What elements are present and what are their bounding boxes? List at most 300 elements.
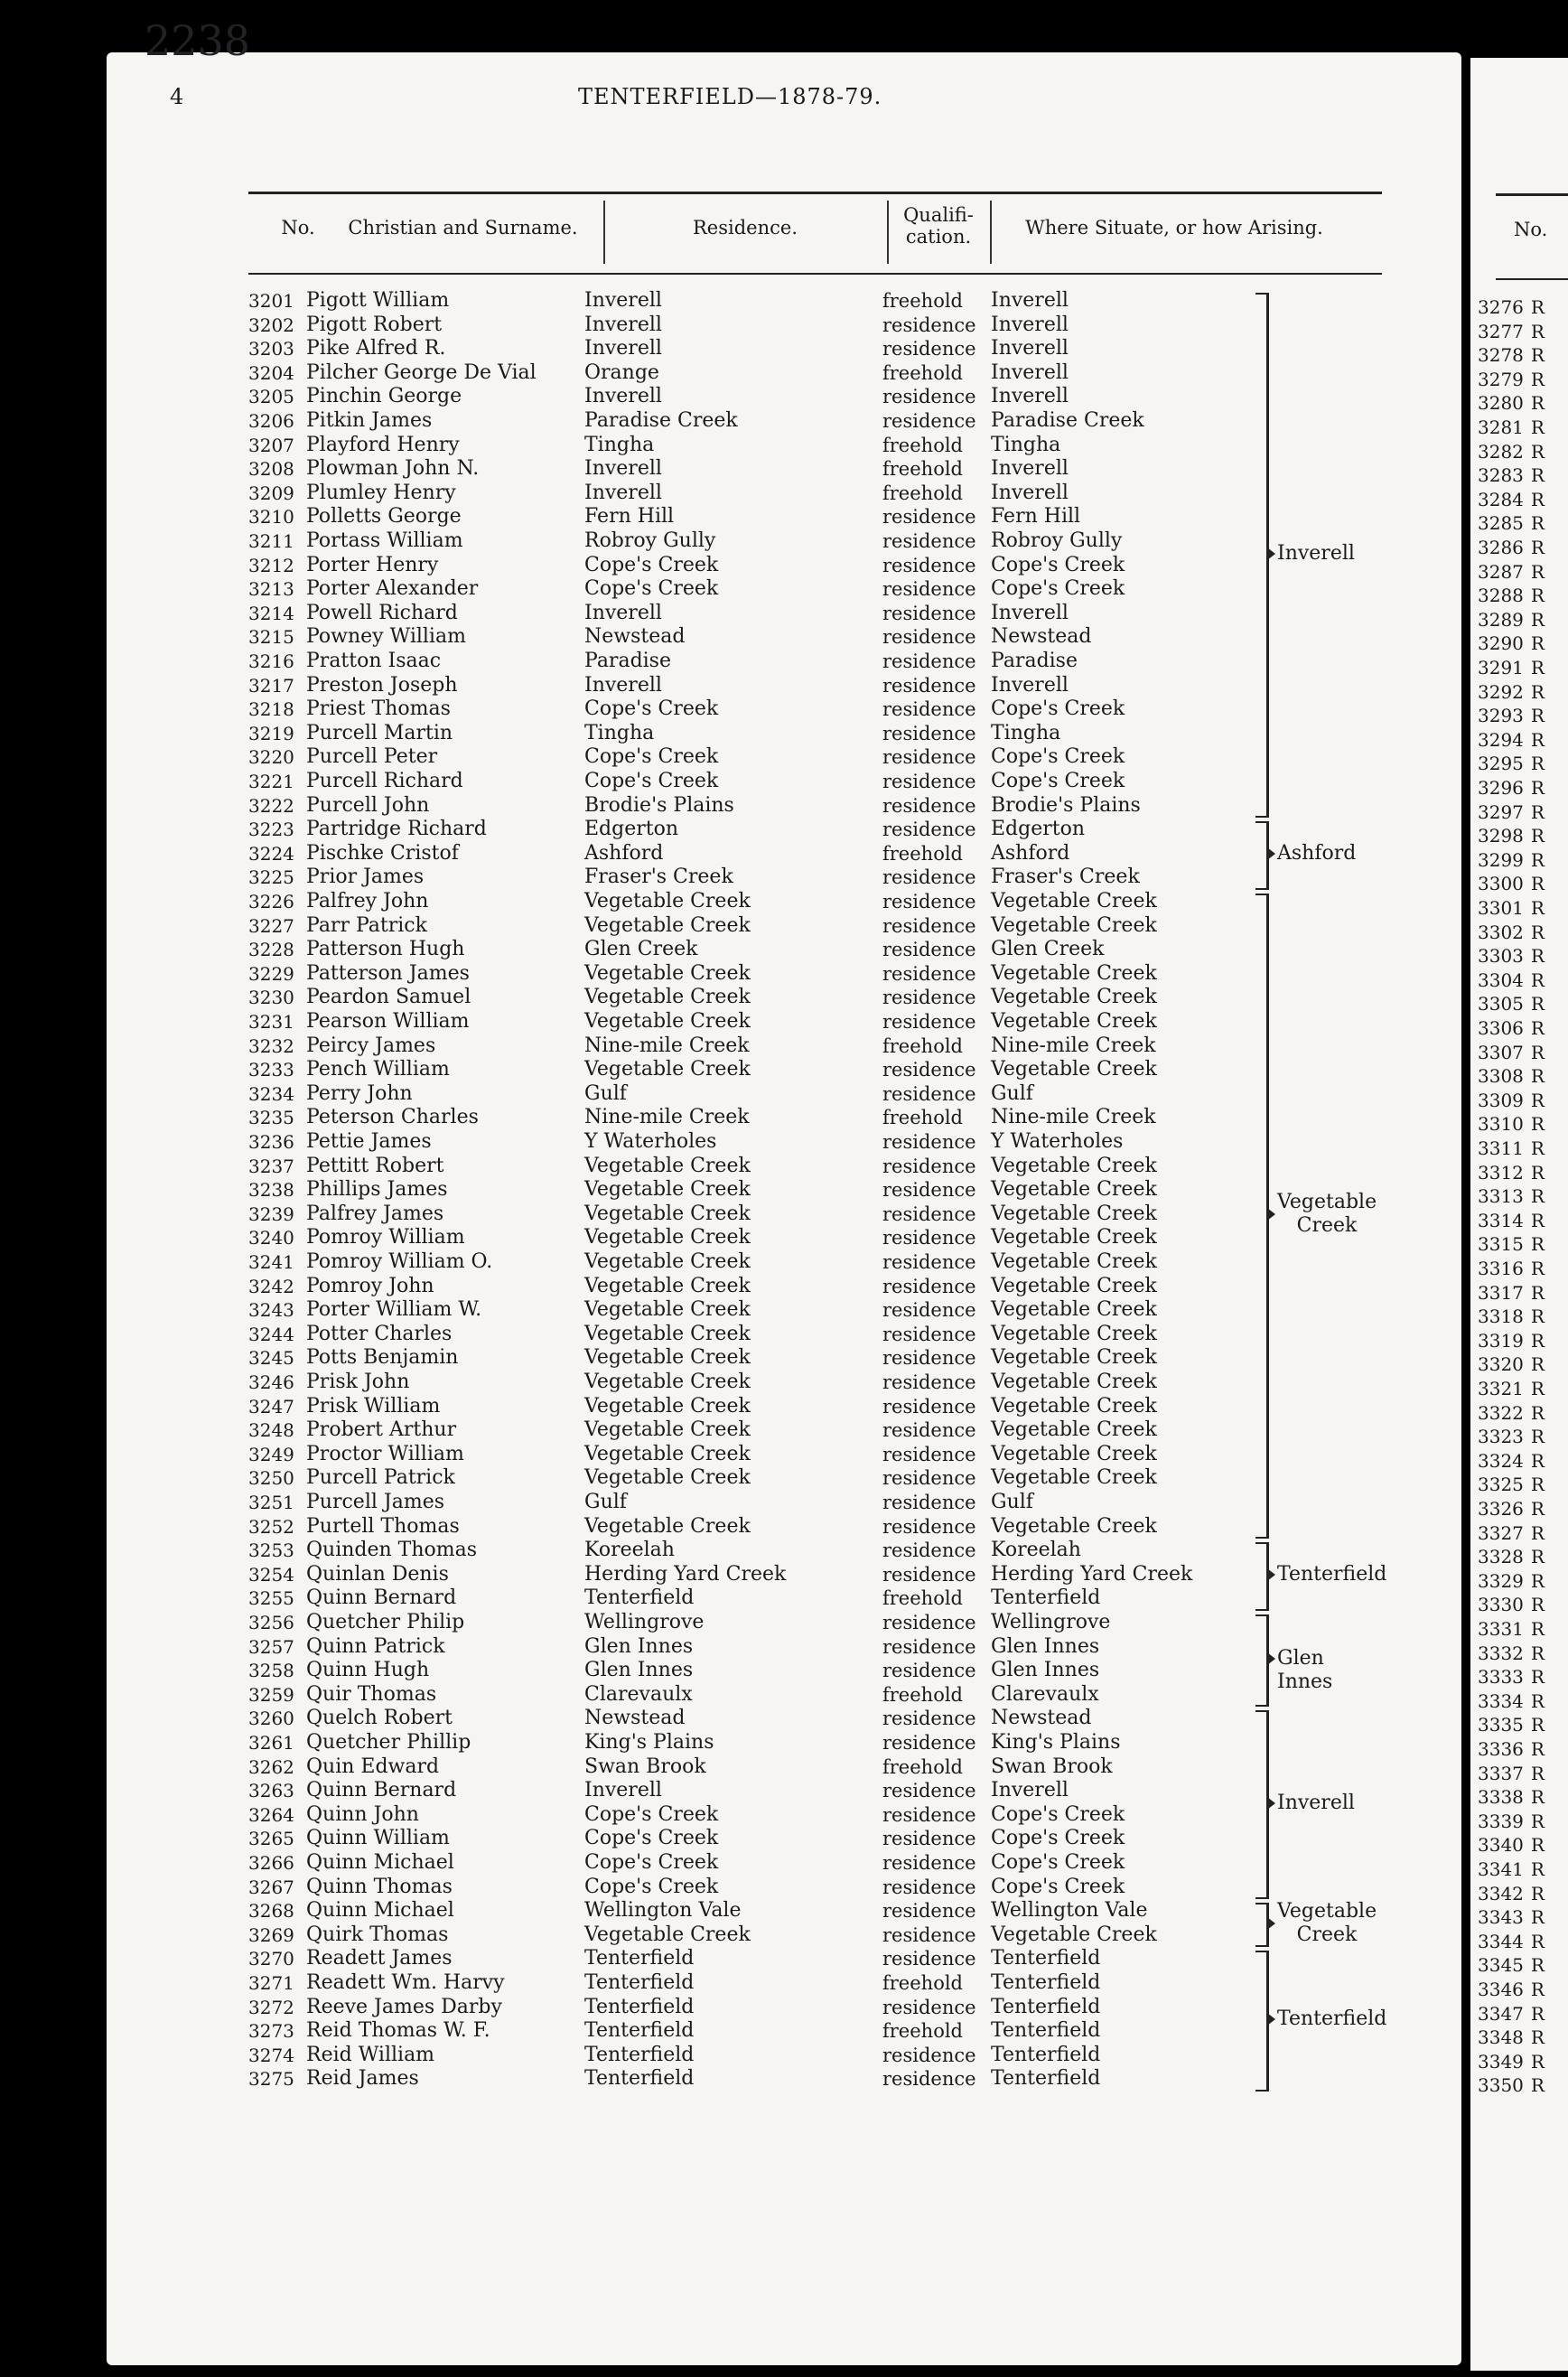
elector-name: Peircy James [306, 1034, 436, 1057]
right-entry-number: 3311 [1478, 1137, 1524, 1159]
qualification: residence [882, 1251, 976, 1273]
residence: Inverell [584, 337, 662, 360]
residence: Paradise [584, 650, 671, 672]
qualification: residence [882, 1011, 976, 1033]
residence: Fern Hill [584, 505, 675, 529]
elector-name: Purcell Patrick [306, 1466, 455, 1490]
residence: Inverell [584, 289, 662, 312]
elector-name: Quirk Thomas [306, 1923, 449, 1946]
right-page-row [1478, 1570, 1545, 1592]
qualification: residence [882, 1059, 976, 1081]
elector-name: Purcell Martin [306, 721, 453, 744]
where-situate: Vegetable Creek [991, 890, 1157, 912]
residence: Vegetable Creek [584, 1923, 751, 1946]
qualification: residence [882, 2044, 976, 2066]
qualification: residence [882, 771, 976, 792]
entry-number: 3253 [248, 1539, 294, 1562]
where-situate: Paradise Creek [991, 409, 1144, 432]
right-entry-number: 3309 [1478, 1089, 1524, 1111]
right-page-row [1478, 1185, 1545, 1207]
entry-number: 3224 [248, 842, 294, 865]
elector-name: Quinn Bernard [306, 1586, 457, 1610]
right-entry-number: 3346 [1478, 1979, 1524, 2000]
entry-number: 3250 [248, 1467, 294, 1490]
where-situate: Vegetable Creek [991, 1371, 1157, 1393]
residence: Vegetable Creek [584, 1202, 751, 1225]
right-entry-number: 3295 [1478, 753, 1524, 775]
right-page-row [1478, 729, 1545, 751]
residence: Cope's Creek [584, 1802, 719, 1826]
where-situate: Vegetable Creek [991, 1250, 1157, 1273]
residence: Newstead [584, 625, 686, 649]
where-situate: Paradise [991, 650, 1078, 672]
entry-number: 3239 [248, 1203, 294, 1225]
where-situate: Tenterfield [991, 1586, 1101, 1610]
where-situate: Robroy Gully [991, 529, 1123, 552]
right-entry-initial: R [1530, 1449, 1545, 1472]
qualification: residence [882, 1467, 976, 1490]
where-situate: Gulf [991, 1081, 1033, 1105]
qualification: residence [882, 1395, 976, 1418]
facing-page [1470, 58, 1568, 2371]
qualification: freehold [882, 1587, 963, 1610]
right-entry-initial: R [1530, 1858, 1545, 1880]
where-situate: Glen Creek [991, 938, 1105, 961]
right-page-row [1478, 392, 1545, 414]
elector-name: Readett James [306, 1947, 453, 1970]
residence: Ashford [584, 841, 664, 865]
header-no: No. [281, 217, 315, 239]
right-entry-initial: R [1530, 585, 1545, 607]
elector-name: Pettie James [306, 1130, 432, 1153]
qualification: residence [882, 962, 976, 985]
right-entry-initial: R [1530, 1689, 1545, 1712]
right-page-row [1478, 1666, 1545, 1688]
right-entry-initial: R [1530, 488, 1545, 510]
where-situate: Cope's Creek [991, 745, 1125, 769]
elector-name: Peardon Samuel [306, 986, 471, 1009]
right-entry-number: 3296 [1478, 777, 1524, 799]
elector-name: Pigott Robert [306, 313, 443, 336]
elector-name: Reid Thomas W. F. [306, 2019, 490, 2043]
qualification: residence [882, 914, 976, 937]
elector-name: Priest Thomas [306, 697, 451, 721]
elector-name: Reeve James Darby [306, 1995, 502, 2018]
right-entry-number: 3333 [1478, 1666, 1524, 1689]
right-entry-initial: R [1530, 657, 1545, 678]
group-label: Inverell [1277, 541, 1355, 565]
residence: Tenterfield [584, 1971, 695, 1994]
right-entry-number: 3287 [1478, 560, 1524, 583]
elector-name: Porter Alexander [306, 577, 479, 601]
qualification: residence [882, 386, 976, 408]
right-page-row [1478, 1450, 1545, 1472]
right-entry-initial: R [1530, 1113, 1545, 1136]
right-page-row [1478, 1210, 1545, 1231]
page-number: 2238 [145, 16, 251, 65]
right-entry-number: 3312 [1478, 1161, 1524, 1184]
elector-name: Purcell James [306, 1491, 445, 1513]
where-situate: Vegetable Creek [991, 1418, 1157, 1442]
qualification: residence [882, 1082, 976, 1105]
right-entry-initial: R [1530, 416, 1545, 438]
entry-number: 3251 [248, 1492, 294, 1513]
right-entry-initial: R [1530, 344, 1545, 367]
brace-point [1267, 1797, 1275, 1810]
residence: Robroy Gully [584, 529, 716, 552]
entry-number: 3259 [248, 1683, 294, 1706]
qualification: residence [882, 819, 976, 841]
right-entry-initial: R [1530, 921, 1545, 943]
elector-name: Pischke Cristof [306, 841, 459, 865]
qualification: residence [882, 554, 976, 576]
right-entry-number: 3322 [1478, 1401, 1524, 1424]
right-entry-initial: R [1530, 848, 1545, 871]
entry-number: 3214 [248, 602, 294, 624]
entry-number: 3258 [248, 1660, 294, 1682]
elector-name: Purtell Thomas [306, 1514, 460, 1538]
right-entry-number: 3310 [1478, 1113, 1524, 1136]
right-page-row [1478, 1474, 1545, 1495]
right-entry-initial: R [1530, 1738, 1545, 1760]
elector-name: Quinn Hugh [306, 1659, 430, 1682]
right-entry-number: 3306 [1478, 1017, 1524, 1039]
brace-point [1267, 1917, 1275, 1930]
residence: Cope's Creek [584, 1875, 719, 1898]
right-entry-number: 3301 [1478, 897, 1524, 919]
qualification: freehold [882, 458, 963, 481]
right-entry-number: 3345 [1478, 1954, 1524, 1977]
qualification: residence [882, 1299, 976, 1322]
residence: Vegetable Creek [584, 1466, 751, 1490]
where-situate: Inverell [991, 385, 1069, 408]
right-entry-number: 3320 [1478, 1353, 1524, 1376]
right-entry-initial: R [1530, 1569, 1545, 1592]
right-entry-number: 3324 [1478, 1449, 1524, 1472]
right-entry-initial: R [1530, 512, 1545, 535]
elector-name: Quinn Thomas [306, 1875, 453, 1898]
right-entry-number: 3326 [1478, 1498, 1524, 1520]
residence: Vegetable Creek [584, 986, 751, 1009]
elector-name: Quetcher Phillip [306, 1731, 471, 1754]
entry-number: 3261 [248, 1732, 294, 1754]
entry-number: 3240 [248, 1227, 294, 1249]
residence: Inverell [584, 1779, 662, 1802]
group-label: Glen Innes [1277, 1647, 1333, 1694]
right-entry-number: 3285 [1478, 512, 1524, 535]
right-entry-initial: R [1530, 1762, 1545, 1784]
residence: Nine-mile Creek [584, 1034, 750, 1057]
right-entry-initial: R [1530, 1329, 1545, 1352]
right-page-row [1478, 922, 1545, 943]
qualification: residence [882, 891, 976, 912]
residence: Tingha [584, 433, 655, 456]
entry-number: 3236 [248, 1131, 294, 1153]
residence: Brodie's Plains [584, 793, 734, 817]
elector-name: Pilcher George De Vial [306, 360, 537, 384]
qualification: freehold [882, 434, 963, 456]
right-page-row [1478, 1690, 1545, 1712]
right-page-row [1478, 537, 1545, 558]
where-situate: Vegetable Creek [991, 1514, 1157, 1538]
elector-name: Quetcher Philip [306, 1611, 465, 1633]
qualification: residence [882, 1275, 976, 1297]
qualification: freehold [882, 1972, 963, 1994]
entry-number: 3249 [248, 1443, 294, 1465]
where-situate: Vegetable Creek [991, 1298, 1157, 1322]
right-page-row [1478, 2026, 1545, 2048]
qualification: residence [882, 1996, 976, 2018]
elector-name: Powell Richard [306, 601, 458, 624]
residence: Vegetable Creek [584, 890, 751, 912]
entry-number: 3241 [248, 1251, 294, 1273]
elector-name: Pike Alfred R. [306, 337, 446, 360]
right-page-row [1478, 416, 1545, 438]
right-entry-number: 3339 [1478, 1810, 1524, 1832]
where-situate: Nine-mile Creek [991, 1106, 1156, 1129]
entry-number: 3228 [248, 939, 294, 961]
entry-number: 3252 [248, 1515, 294, 1538]
right-page-row [1478, 1522, 1545, 1544]
right-entry-initial: R [1530, 873, 1545, 895]
where-situate: Brodie's Plains [991, 793, 1141, 817]
entry-number: 3219 [248, 722, 294, 744]
elector-name: Prisk William [306, 1394, 441, 1418]
entry-number: 3212 [248, 554, 294, 576]
right-page-row [1478, 489, 1545, 510]
qualification: residence [882, 410, 976, 432]
entry-number: 3215 [248, 626, 294, 649]
right-page-row [1478, 296, 1545, 318]
where-situate: Inverell [991, 337, 1069, 360]
elector-name: Quinn Bernard [306, 1779, 457, 1802]
right-page-row [1478, 464, 1545, 486]
right-entry-number: 3332 [1478, 1642, 1524, 1664]
right-page-row [1478, 512, 1545, 534]
where-situate: Clarevaulx [991, 1682, 1099, 1706]
right-header-rule-top [1496, 193, 1568, 196]
entry-number: 3248 [248, 1419, 294, 1442]
right-entry-initial: R [1530, 440, 1545, 463]
qualification: residence [882, 1563, 976, 1586]
right-entry-number: 3338 [1478, 1786, 1524, 1809]
elector-name: Quinn Patrick [306, 1634, 445, 1658]
right-entry-number: 3349 [1478, 2050, 1524, 2073]
right-entry-number: 3318 [1478, 1305, 1524, 1328]
entry-number: 3255 [248, 1587, 294, 1610]
right-entry-number: 3330 [1478, 1594, 1524, 1616]
where-situate: Vegetable Creek [991, 961, 1157, 985]
residence: Vegetable Creek [584, 1322, 751, 1345]
qualification: residence [882, 1227, 976, 1249]
right-page-row [1478, 2074, 1545, 2096]
right-page-row [1478, 945, 1545, 967]
entry-number: 3275 [248, 2068, 294, 2091]
residence: Gulf [584, 1081, 627, 1105]
elector-name: Partridge Richard [306, 818, 487, 841]
right-page-row [1478, 1931, 1545, 1952]
qualification: residence [882, 578, 976, 601]
right-page-row [1478, 1642, 1545, 1664]
right-page-row [1478, 1714, 1545, 1736]
elector-name: Plumley Henry [306, 481, 456, 504]
right-entry-number: 3334 [1478, 1689, 1524, 1712]
residence: Fraser's Creek [584, 866, 733, 889]
elector-name: Prior James [306, 866, 425, 889]
where-situate: Vegetable Creek [991, 1010, 1157, 1033]
entry-number: 3263 [248, 1780, 294, 1802]
right-page-row [1478, 1786, 1545, 1808]
right-entry-initial: R [1530, 1281, 1545, 1304]
residence: Herding Yard Creek [584, 1562, 787, 1586]
right-page-row [1478, 825, 1545, 847]
right-page-row [1478, 993, 1545, 1015]
right-page-row [1478, 1426, 1545, 1447]
qualification: residence [882, 1155, 976, 1177]
where-situate: Fraser's Creek [991, 866, 1140, 889]
right-entry-initial: R [1530, 1906, 1545, 1929]
residence: Tingha [584, 721, 655, 744]
where-situate: Tenterfield [991, 1947, 1101, 1970]
where-situate: Glen Innes [991, 1659, 1100, 1682]
qualification: residence [882, 746, 976, 769]
right-page-row [1478, 561, 1545, 583]
entry-number: 3270 [248, 1948, 294, 1970]
where-situate: Cope's Creek [991, 770, 1125, 792]
entry-number: 3222 [248, 794, 294, 817]
header-rule-top [248, 192, 1382, 194]
right-entry-initial: R [1530, 897, 1545, 919]
residence: Vegetable Creek [584, 1442, 751, 1465]
residence: Glen Innes [584, 1659, 694, 1682]
residence: Vegetable Creek [584, 1514, 751, 1538]
right-entry-initial: R [1530, 1930, 1545, 1952]
qualification: residence [882, 1539, 976, 1562]
residence: Tenterfield [584, 2067, 695, 2091]
qualification: residence [882, 626, 976, 649]
qualification: residence [882, 1948, 976, 1970]
right-entry-initial: R [1530, 560, 1545, 583]
right-entry-initial: R [1530, 2026, 1545, 2049]
right-entry-initial: R [1530, 2050, 1545, 2073]
where-situate: Inverell [991, 481, 1069, 504]
residence: Cope's Creek [584, 745, 719, 769]
residence: Vegetable Creek [584, 1418, 751, 1442]
right-page-row [1478, 1594, 1545, 1615]
right-page-row [1478, 1137, 1545, 1159]
brace-point [1267, 547, 1275, 560]
right-page-row [1478, 705, 1545, 726]
right-page-row [1478, 2051, 1545, 2073]
right-entry-initial: R [1530, 296, 1545, 318]
right-entry-initial: R [1530, 1618, 1545, 1640]
qualification: residence [882, 1347, 976, 1370]
right-page-row [1478, 753, 1545, 774]
right-page-row [1478, 1811, 1545, 1832]
right-entry-initial: R [1530, 464, 1545, 487]
residence: Vegetable Creek [584, 1058, 751, 1081]
right-entry-initial: R [1530, 753, 1545, 775]
qualification: residence [882, 698, 976, 721]
right-entry-initial: R [1530, 1233, 1545, 1256]
residence: Vegetable Creek [584, 1394, 751, 1418]
residence: Tenterfield [584, 1995, 695, 2018]
elector-name: Phillips James [306, 1178, 448, 1202]
entry-number: 3209 [248, 482, 294, 504]
right-entry-number: 3335 [1478, 1714, 1524, 1736]
qualification: residence [882, 1131, 976, 1153]
qualification: residence [882, 506, 976, 529]
elector-name: Quinden Thomas [306, 1539, 478, 1562]
right-entry-initial: R [1530, 1041, 1545, 1063]
right-entry-initial: R [1530, 1498, 1545, 1520]
residence: Swan Brook [584, 1755, 706, 1778]
residence: Cope's Creek [584, 553, 719, 576]
residence: Vegetable Creek [584, 1274, 751, 1297]
entry-number: 3201 [248, 290, 294, 312]
right-entry-initial: R [1530, 1521, 1545, 1544]
qualification: freehold [882, 482, 963, 504]
elector-name: Polletts George [306, 505, 462, 529]
residence: Vegetable Creek [584, 1346, 751, 1370]
where-situate: Tingha [991, 721, 1061, 744]
residence: Inverell [584, 673, 662, 697]
where-situate: Vegetable Creek [991, 1202, 1157, 1225]
right-entry-initial: R [1530, 1258, 1545, 1279]
right-entry-number: 3294 [1478, 728, 1524, 751]
right-entry-number: 3344 [1478, 1930, 1524, 1952]
where-situate: Tenterfield [991, 2067, 1101, 2091]
entry-number: 3208 [248, 458, 294, 481]
right-entry-number: 3280 [1478, 392, 1524, 415]
right-page-row [1478, 657, 1545, 678]
right-entry-number: 3291 [1478, 657, 1524, 678]
residence: Gulf [584, 1491, 627, 1513]
where-situate: Nine-mile Creek [991, 1034, 1156, 1057]
brace-point [1267, 2013, 1275, 2026]
residence: Vegetable Creek [584, 1154, 751, 1177]
entry-number: 3216 [248, 650, 294, 672]
where-situate: Cope's Creek [991, 1802, 1125, 1826]
right-entry-initial: R [1530, 368, 1545, 390]
residence: Edgerton [584, 818, 679, 841]
where-situate: Vegetable Creek [991, 1346, 1157, 1370]
right-entry-initial: R [1530, 2002, 1545, 2025]
right-page-row [1478, 1546, 1545, 1568]
elector-name: Potter Charles [306, 1322, 453, 1345]
where-situate: Cope's Creek [991, 1827, 1125, 1850]
brace-point [1267, 1652, 1275, 1665]
residence: Wellingrove [584, 1611, 705, 1633]
entry-number: 3271 [248, 1972, 294, 1994]
elector-name: Potts Benjamin [306, 1346, 459, 1370]
right-entry-initial: R [1530, 1882, 1545, 1904]
right-entry-initial: R [1530, 1786, 1545, 1809]
right-entry-number: 3300 [1478, 873, 1524, 895]
right-entry-initial: R [1530, 1065, 1545, 1088]
qualification: residence [882, 1371, 976, 1393]
where-situate: Cope's Creek [991, 697, 1125, 721]
brace-point [1267, 847, 1275, 860]
qualification: residence [882, 987, 976, 1009]
right-page-row [1478, 1330, 1545, 1352]
qualification: freehold [882, 1107, 963, 1129]
entry-number: 3213 [248, 578, 294, 601]
residence: Y Waterholes [584, 1130, 717, 1153]
where-situate: Y Waterholes [991, 1130, 1124, 1153]
elector-name: Quelch Robert [306, 1707, 453, 1730]
entry-number: 3243 [248, 1299, 294, 1322]
